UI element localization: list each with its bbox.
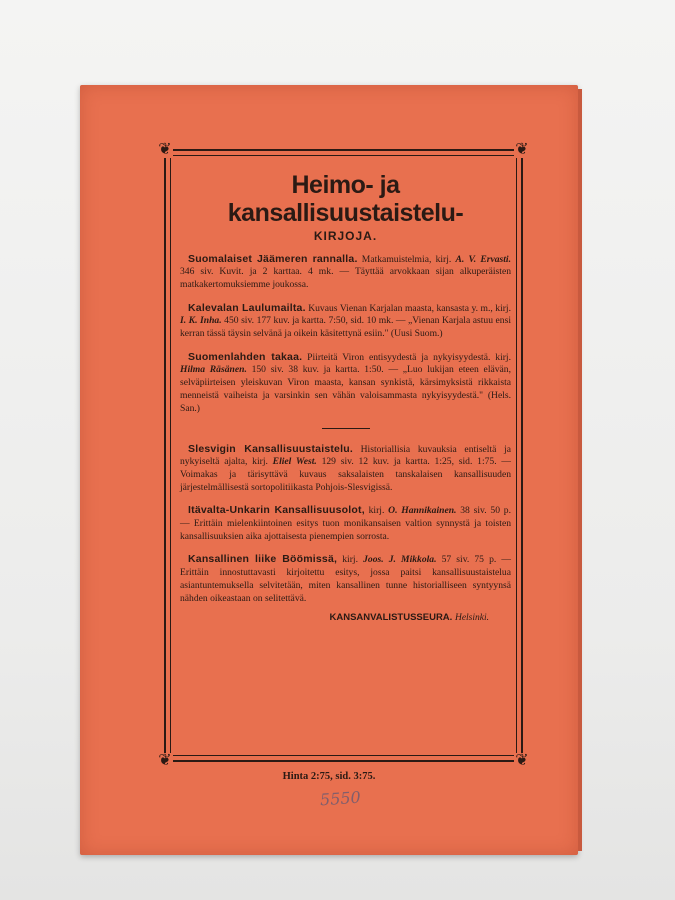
page-subtitle: KIRJOJA. [313,229,378,243]
publisher-name: KANSANVALISTUSSEURA. [329,611,453,623]
entry-description: 129 siv. 12 kuv. ja kartta. 1:25, sid. 1:75. — Voimakas ja tärisyttävä kuvaus saksalaisten tanskalaisen kansallisuuden järjestelmällisestä sortopolitiikasta Pohjois-Slesvigissä. [180,456,511,493]
book-entry [180,351,511,416]
entry-author: I. K. Inha. [180,315,222,327]
page-title: Heimo- ja kansallisuustaistelu- [227,171,464,227]
entry-heading: Kansallinen liike Böömissä, [188,553,338,566]
publisher-city: Helsinki. [454,612,489,623]
book-entry [180,253,511,292]
entry-heading: Itävalta-Unkarin Kansallisuusolot, [188,504,365,517]
entry-pre: Kuvaus Vienan Karjalan maasta, kansasta y. m., kirj. [305,302,511,314]
entry-heading: Kalevalan Laulumailta. [188,301,306,314]
entry-description: 38 siv. 50 p. — Erittäin mielenkiintoinen esitys tuon monikansaisen valtion synnystä ja toisten kansallisuuksien aika ajottaisesta pienempien sorrosta. [180,505,511,542]
book-entry [180,504,511,543]
entry-description: 150 siv. 38 kuv. ja kartta. 1:50. — „Luo lukijan eteen elävän, selväpiirteisen yleiskuvan Viron maasta, kansan synkistä, kärsimyksistä rikkaista menneistä vaiheista ja varsinkin sen vähän valoisammasta nykyisyydestä." (Hels. San.) [180,364,511,414]
entries-bottom [180,443,511,606]
corner-ornament-icon: ❦ [515,141,529,158]
entry-pre: Matkamuistelmia, kirj. [357,253,456,265]
book-entry [180,443,511,495]
entry-heading: Suomenlahden takaa. [188,350,303,363]
entry-heading: Slesvigin Kansallisuustaistelu. [188,442,353,455]
entry-description: 346 siv. Kuvit. ja 2 karttaa. 4 mk. — Täyttää arvokkaan sijan alkuperäisten matkakertomuksiemme joukossa. [180,266,511,291]
handwritten-note: 5550 [319,787,362,810]
price-line: Hinta 2:75, sid. 3:75. [282,771,376,782]
cover-edge [578,89,582,851]
section-divider [322,428,370,429]
entry-pre: Piirteitä Viron entisyydestä ja nykyisyydestä. kirj. [302,351,511,363]
entry-author: Joos. J. Mikkola. [363,554,437,566]
publisher-line [180,612,489,623]
book-back-cover [80,85,578,855]
entry-pre: Historiallisia kuvauksia entiseltä ja nykyiseltä ajalta, kirj. [180,443,511,468]
advertisement-content [180,165,511,750]
entry-pre: kirj. [364,505,389,517]
corner-ornament-icon: ❦ [515,752,529,769]
book-entry [180,553,511,605]
entry-author: O. Hannikainen. [388,505,457,517]
entry-author: Hilma Räsänen. [180,364,247,376]
entry-pre: kirj. [337,554,364,566]
book-entry [180,302,511,341]
entry-description: 450 siv. 177 kuv. ja kartta. 7:50, sid. 10 mk. — „Vienan Karjala astuu ensi kerran tässä täysin selvänä ja oikein käsitettynä esiin." (Uusi Suom.) [180,315,511,340]
ornamental-frame [158,141,529,769]
entry-heading: Suomalaiset Jäämeren rannalla. [188,252,358,265]
corner-ornament-icon: ❦ [158,141,172,158]
corner-ornament-icon: ❦ [158,752,172,769]
entry-author: A. V. Ervasti. [455,253,511,265]
entries-top [180,253,511,416]
entry-author: Eliel West. [272,456,317,468]
entry-description: 57 siv. 75 p. — Erittäin innostuttavasti kirjoitettu esitys, jossa paitsi kansallisuustaistelua asiantuntemuksella selvitetään, miten kansallinen tunne historialliseen syntyynsä nähden oikeastaan on selitettävä. [180,554,511,604]
